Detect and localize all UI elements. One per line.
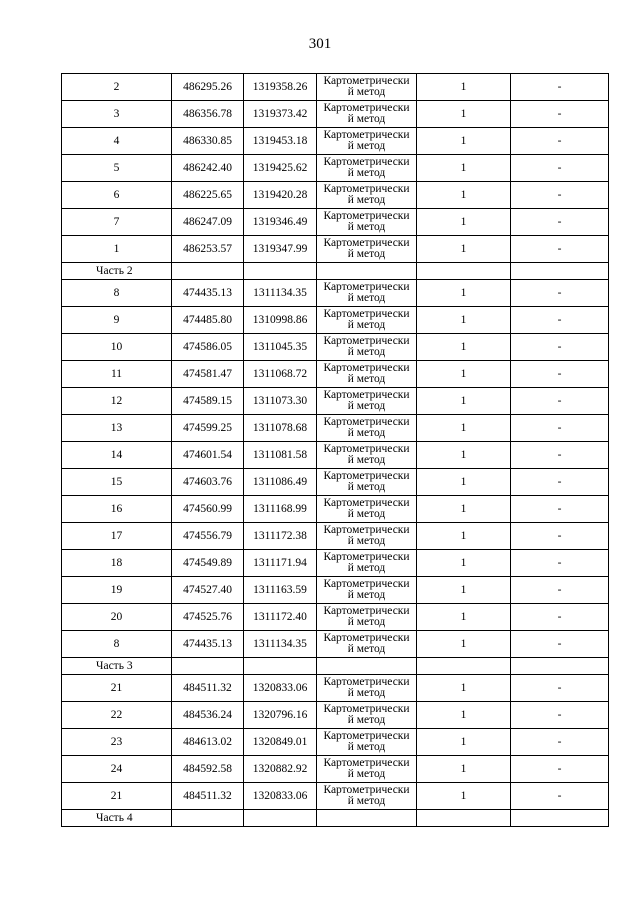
method-text-line2: й метод: [347, 113, 386, 125]
point-number-cell: 24: [62, 756, 172, 783]
method-cell: [317, 74, 417, 101]
accuracy-cell: 1: [417, 631, 511, 658]
point-number-cell: 3: [62, 101, 172, 128]
x-coordinate-cell: 474581.47: [172, 361, 244, 388]
empty-cell: [172, 263, 244, 280]
method-text-line1: Картометрически: [323, 676, 410, 688]
empty-cell: [417, 810, 511, 827]
accuracy-cell: 1: [417, 523, 511, 550]
x-coordinate-cell: 484536.24: [172, 702, 244, 729]
point-number-cell: 17: [62, 523, 172, 550]
point-number-cell: 5: [62, 155, 172, 182]
x-coordinate-cell: 484511.32: [172, 675, 244, 702]
accuracy-cell: 1: [417, 442, 511, 469]
method-cell: [317, 523, 417, 550]
empty-cell: [317, 810, 417, 827]
method-text-line1: Картометрически: [323, 281, 410, 293]
table-row: [62, 577, 609, 604]
y-coordinate-cell: 1319347.99: [244, 236, 317, 263]
note-cell: -: [511, 442, 609, 469]
part-row: [62, 263, 609, 280]
table-row: [62, 209, 609, 236]
point-number-cell: 21: [62, 675, 172, 702]
table-row: [62, 442, 609, 469]
method-cell: [317, 388, 417, 415]
y-coordinate-cell: 1319358.26: [244, 74, 317, 101]
method-text-line2: й метод: [347, 562, 386, 574]
coordinates-table-body: [62, 74, 609, 827]
method-text-line1: Картометрически: [323, 632, 410, 644]
note-cell: -: [511, 307, 609, 334]
x-coordinate-cell: 484592.58: [172, 756, 244, 783]
table-row: [62, 155, 609, 182]
point-number-cell: 11: [62, 361, 172, 388]
y-coordinate-cell: 1311134.35: [244, 280, 317, 307]
accuracy-cell: 1: [417, 182, 511, 209]
part-label: Часть 3: [62, 658, 172, 675]
page-number: 301: [308, 36, 332, 52]
method-cell: [317, 783, 417, 810]
empty-cell: [317, 263, 417, 280]
point-number-cell: 19: [62, 577, 172, 604]
method-text-line2: й метод: [347, 454, 386, 466]
method-cell: [317, 469, 417, 496]
table-row: [62, 182, 609, 209]
method-text-line2: й метод: [347, 481, 386, 493]
y-coordinate-cell: 1311171.94: [244, 550, 317, 577]
method-text-line1: Картометрически: [323, 443, 410, 455]
note-cell: -: [511, 550, 609, 577]
note-cell: -: [511, 631, 609, 658]
method-text-line1: Картометрически: [323, 784, 410, 796]
method-cell: [317, 550, 417, 577]
point-number-cell: 8: [62, 631, 172, 658]
empty-cell: [244, 658, 317, 675]
accuracy-cell: 1: [417, 550, 511, 577]
method-text-line2: й метод: [347, 140, 386, 152]
note-cell: -: [511, 415, 609, 442]
table-row: [62, 128, 609, 155]
y-coordinate-cell: 1320833.06: [244, 675, 317, 702]
method-text-line1: Картометрически: [323, 156, 410, 168]
x-coordinate-cell: 486253.57: [172, 236, 244, 263]
y-coordinate-cell: 1311168.99: [244, 496, 317, 523]
method-cell: [317, 209, 417, 236]
note-cell: -: [511, 496, 609, 523]
y-coordinate-cell: 1311078.68: [244, 415, 317, 442]
method-cell: [317, 280, 417, 307]
method-text-line1: Картометрически: [323, 757, 410, 769]
part-row: [62, 658, 609, 675]
accuracy-cell: 1: [417, 415, 511, 442]
accuracy-cell: 1: [417, 155, 511, 182]
method-text-line2: й метод: [347, 508, 386, 520]
method-text-line1: Картометрически: [323, 183, 410, 195]
table-row: [62, 631, 609, 658]
table-row: [62, 388, 609, 415]
accuracy-cell: 1: [417, 209, 511, 236]
table-row: [62, 783, 609, 810]
table-row: [62, 415, 609, 442]
empty-cell: [511, 263, 609, 280]
note-cell: -: [511, 388, 609, 415]
table-row: [62, 756, 609, 783]
empty-cell: [244, 263, 317, 280]
y-coordinate-cell: 1320882.92: [244, 756, 317, 783]
point-number-cell: 2: [62, 74, 172, 101]
method-cell: [317, 702, 417, 729]
point-number-cell: 7: [62, 209, 172, 236]
empty-cell: [317, 658, 417, 675]
accuracy-cell: 1: [417, 388, 511, 415]
note-cell: -: [511, 182, 609, 209]
note-cell: -: [511, 280, 609, 307]
table-row: [62, 729, 609, 756]
y-coordinate-cell: 1311134.35: [244, 631, 317, 658]
method-text-line1: Картометрически: [323, 129, 410, 141]
method-text-line2: й метод: [347, 741, 386, 753]
table-row: [62, 307, 609, 334]
accuracy-cell: 1: [417, 361, 511, 388]
point-number-cell: 8: [62, 280, 172, 307]
method-text-line1: Картометрически: [323, 237, 410, 249]
note-cell: -: [511, 523, 609, 550]
point-number-cell: 10: [62, 334, 172, 361]
point-number-cell: 6: [62, 182, 172, 209]
method-text-line2: й метод: [347, 714, 386, 726]
x-coordinate-cell: 486295.26: [172, 74, 244, 101]
point-number-cell: 4: [62, 128, 172, 155]
point-number-cell: 12: [62, 388, 172, 415]
note-cell: -: [511, 101, 609, 128]
x-coordinate-cell: 486330.85: [172, 128, 244, 155]
method-cell: [317, 361, 417, 388]
y-coordinate-cell: 1311068.72: [244, 361, 317, 388]
method-cell: [317, 182, 417, 209]
table-row: [62, 469, 609, 496]
table-row: [62, 361, 609, 388]
table-row: [62, 550, 609, 577]
table-row: [62, 675, 609, 702]
method-cell: [317, 442, 417, 469]
accuracy-cell: 1: [417, 577, 511, 604]
x-coordinate-cell: 474435.13: [172, 280, 244, 307]
accuracy-cell: 1: [417, 334, 511, 361]
y-coordinate-cell: 1319425.62: [244, 155, 317, 182]
method-cell: [317, 675, 417, 702]
point-number-cell: 14: [62, 442, 172, 469]
empty-cell: [244, 810, 317, 827]
note-cell: -: [511, 675, 609, 702]
part-label: Часть 2: [62, 263, 172, 280]
method-text-line2: й метод: [347, 795, 386, 807]
method-text-line1: Картометрически: [323, 362, 410, 374]
part-row: [62, 810, 609, 827]
note-cell: -: [511, 604, 609, 631]
method-text-line1: Картометрически: [323, 470, 410, 482]
accuracy-cell: 1: [417, 675, 511, 702]
accuracy-cell: 1: [417, 702, 511, 729]
x-coordinate-cell: 474599.25: [172, 415, 244, 442]
note-cell: -: [511, 128, 609, 155]
method-text-line1: Картометрически: [323, 102, 410, 114]
point-number-cell: 23: [62, 729, 172, 756]
accuracy-cell: 1: [417, 729, 511, 756]
empty-cell: [417, 263, 511, 280]
x-coordinate-cell: 486225.65: [172, 182, 244, 209]
accuracy-cell: 1: [417, 307, 511, 334]
note-cell: -: [511, 702, 609, 729]
y-coordinate-cell: 1320849.01: [244, 729, 317, 756]
empty-cell: [417, 658, 511, 675]
method-cell: [317, 756, 417, 783]
method-text-line2: й метод: [347, 167, 386, 179]
point-number-cell: 9: [62, 307, 172, 334]
method-text-line1: Картометрически: [323, 578, 410, 590]
empty-cell: [172, 658, 244, 675]
point-number-cell: 1: [62, 236, 172, 263]
method-cell: [317, 631, 417, 658]
empty-cell: [511, 658, 609, 675]
point-number-cell: 16: [62, 496, 172, 523]
method-text-line2: й метод: [347, 616, 386, 628]
x-coordinate-cell: 486242.40: [172, 155, 244, 182]
point-number-cell: 15: [62, 469, 172, 496]
method-text-line1: Картометрически: [323, 730, 410, 742]
note-cell: -: [511, 783, 609, 810]
coordinates-table: [61, 73, 609, 827]
method-text-line1: Картометрически: [323, 389, 410, 401]
method-text-line1: Картометрически: [323, 551, 410, 563]
table-row: [62, 496, 609, 523]
accuracy-cell: 1: [417, 101, 511, 128]
y-coordinate-cell: 1319453.18: [244, 128, 317, 155]
method-text-line2: й метод: [347, 248, 386, 260]
method-text-line2: й метод: [347, 194, 386, 206]
method-cell: [317, 307, 417, 334]
method-text-line2: й метод: [347, 427, 386, 439]
note-cell: -: [511, 756, 609, 783]
note-cell: -: [511, 729, 609, 756]
method-cell: [317, 729, 417, 756]
note-cell: -: [511, 361, 609, 388]
x-coordinate-cell: 474586.05: [172, 334, 244, 361]
y-coordinate-cell: 1311086.49: [244, 469, 317, 496]
x-coordinate-cell: 474549.89: [172, 550, 244, 577]
x-coordinate-cell: 474589.15: [172, 388, 244, 415]
y-coordinate-cell: 1311073.30: [244, 388, 317, 415]
table-row: [62, 236, 609, 263]
method-text-line1: Картометрически: [323, 497, 410, 509]
accuracy-cell: 1: [417, 128, 511, 155]
y-coordinate-cell: 1311172.40: [244, 604, 317, 631]
x-coordinate-cell: 474527.40: [172, 577, 244, 604]
note-cell: -: [511, 577, 609, 604]
method-text-line1: Картометрически: [323, 524, 410, 536]
x-coordinate-cell: 474560.99: [172, 496, 244, 523]
point-number-cell: 21: [62, 783, 172, 810]
method-cell: [317, 128, 417, 155]
y-coordinate-cell: 1311045.35: [244, 334, 317, 361]
y-coordinate-cell: 1320833.06: [244, 783, 317, 810]
note-cell: -: [511, 334, 609, 361]
method-cell: [317, 496, 417, 523]
accuracy-cell: 1: [417, 74, 511, 101]
method-text-line2: й метод: [347, 400, 386, 412]
x-coordinate-cell: 484511.32: [172, 783, 244, 810]
method-text-line2: й метод: [347, 346, 386, 358]
method-text-line2: й метод: [347, 319, 386, 331]
table-row: [62, 101, 609, 128]
method-text-line2: й метод: [347, 373, 386, 385]
accuracy-cell: 1: [417, 496, 511, 523]
method-cell: [317, 334, 417, 361]
x-coordinate-cell: 486356.78: [172, 101, 244, 128]
y-coordinate-cell: 1311163.59: [244, 577, 317, 604]
table-row: [62, 280, 609, 307]
table-row: [62, 334, 609, 361]
y-coordinate-cell: 1319373.42: [244, 101, 317, 128]
accuracy-cell: 1: [417, 469, 511, 496]
table-row: [62, 74, 609, 101]
method-text-line2: й метод: [347, 589, 386, 601]
x-coordinate-cell: 474603.76: [172, 469, 244, 496]
method-text-line2: й метод: [347, 292, 386, 304]
accuracy-cell: 1: [417, 236, 511, 263]
note-cell: -: [511, 236, 609, 263]
method-text-line2: й метод: [347, 643, 386, 655]
point-number-cell: 22: [62, 702, 172, 729]
method-text-line1: Картометрически: [323, 605, 410, 617]
method-text-line1: Картометрически: [323, 703, 410, 715]
table-row: [62, 604, 609, 631]
table-row: [62, 702, 609, 729]
method-text-line2: й метод: [347, 86, 386, 98]
method-text-line2: й метод: [347, 768, 386, 780]
method-text-line2: й метод: [347, 221, 386, 233]
method-cell: [317, 577, 417, 604]
method-text-line1: Картометрически: [323, 335, 410, 347]
empty-cell: [511, 810, 609, 827]
accuracy-cell: 1: [417, 756, 511, 783]
note-cell: -: [511, 155, 609, 182]
empty-cell: [172, 810, 244, 827]
method-text-line1: Картометрически: [323, 416, 410, 428]
y-coordinate-cell: 1319346.49: [244, 209, 317, 236]
table-row: [62, 523, 609, 550]
accuracy-cell: 1: [417, 604, 511, 631]
x-coordinate-cell: 474601.54: [172, 442, 244, 469]
accuracy-cell: 1: [417, 783, 511, 810]
accuracy-cell: 1: [417, 280, 511, 307]
x-coordinate-cell: 474556.79: [172, 523, 244, 550]
part-label: Часть 4: [62, 810, 172, 827]
method-cell: [317, 101, 417, 128]
point-number-cell: 20: [62, 604, 172, 631]
note-cell: -: [511, 209, 609, 236]
method-cell: [317, 236, 417, 263]
method-text-line1: Картометрически: [323, 75, 410, 87]
y-coordinate-cell: 1311172.38: [244, 523, 317, 550]
method-text-line1: Картометрически: [323, 308, 410, 320]
method-text-line1: Картометрически: [323, 210, 410, 222]
y-coordinate-cell: 1319420.28: [244, 182, 317, 209]
point-number-cell: 13: [62, 415, 172, 442]
method-cell: [317, 415, 417, 442]
x-coordinate-cell: 474485.80: [172, 307, 244, 334]
method-text-line2: й метод: [347, 687, 386, 699]
x-coordinate-cell: 486247.09: [172, 209, 244, 236]
method-text-line2: й метод: [347, 535, 386, 547]
note-cell: -: [511, 74, 609, 101]
x-coordinate-cell: 474435.13: [172, 631, 244, 658]
note-cell: -: [511, 469, 609, 496]
y-coordinate-cell: 1320796.16: [244, 702, 317, 729]
y-coordinate-cell: 1311081.58: [244, 442, 317, 469]
method-cell: [317, 604, 417, 631]
method-cell: [317, 155, 417, 182]
point-number-cell: 18: [62, 550, 172, 577]
x-coordinate-cell: 474525.76: [172, 604, 244, 631]
x-coordinate-cell: 484613.02: [172, 729, 244, 756]
y-coordinate-cell: 1310998.86: [244, 307, 317, 334]
